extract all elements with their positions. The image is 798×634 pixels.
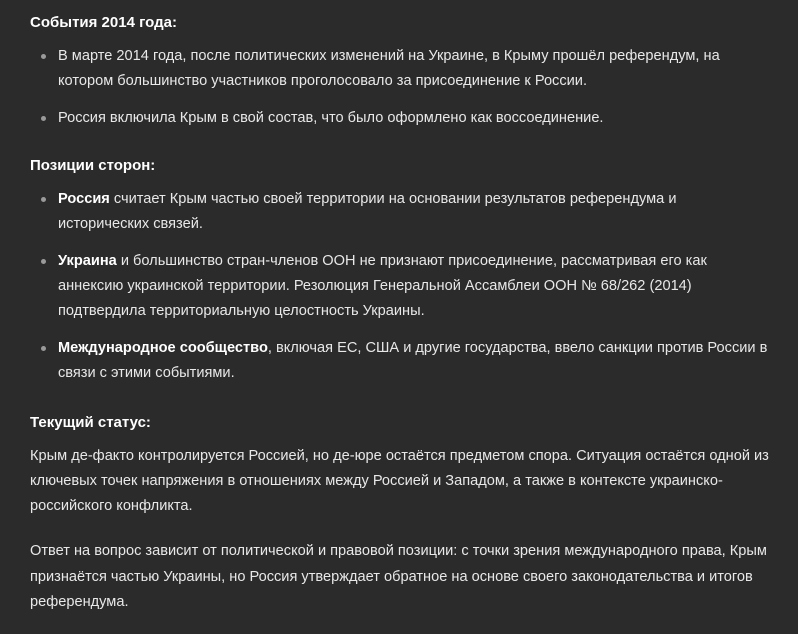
list-item bbox=[30, 187, 770, 237]
section-heading-status: Текущий статус: bbox=[30, 414, 151, 432]
positions-bullet-list bbox=[30, 187, 770, 387]
section-heading-positions: Позиции сторон: bbox=[30, 157, 156, 175]
list-item-text: , включая ЕС, США и другие государства, ввело санкции против России в связи с этими событиями. bbox=[58, 340, 768, 382]
list-item-lead: Украина bbox=[58, 252, 117, 269]
list-item-text: Россия включила Крым в свой состав, что было оформлено как воссоединение. bbox=[58, 109, 604, 126]
list-item-text: В марте 2014 года, после политических изменений на Украине, в Крыму прошёл референдум, на котором большинство участников проголосовало за присоединение к России. bbox=[58, 47, 720, 89]
list-item-lead: Международное сообщество bbox=[58, 340, 268, 357]
list-item-text: считает Крым частью своей территории на основании результатов референдума и исторических связей. bbox=[58, 190, 677, 232]
section-heading-events: События 2014 года: bbox=[30, 14, 177, 31]
list-item-text: и большинство стран-членов ООН не признают присоединение, рассматривая его как аннексию украинской территории. Резолюция Генеральной Ассамблеи ООН № 68/262 (2014) подтвердила территориальную целостность Украины. bbox=[58, 252, 707, 320]
list-item-lead: Россия bbox=[58, 190, 110, 207]
list-item bbox=[30, 44, 770, 94]
list-item bbox=[30, 106, 770, 131]
events-bullet-list bbox=[30, 44, 770, 131]
status-paragraph-1: Крым де-факто контролируется Россией, но де-юре остаётся предметом спора. Ситуация остаётся одной из ключевых точек напряжения в отношениях между Россией и Западом, а также в контексте украинско-российского конфликта. bbox=[30, 448, 769, 515]
list-item bbox=[30, 249, 770, 324]
section-events-2014 bbox=[30, 12, 770, 131]
status-paragraph-2: Ответ на вопрос зависит от политической и правовой позиции: с точки зрения международного права, Крым признаётся частью Украины, но Россия утверждает обратное на основе своего законодательства и итогов референдума. bbox=[30, 543, 767, 610]
list-item bbox=[30, 336, 770, 386]
section-current-status bbox=[30, 412, 770, 614]
section-positions bbox=[30, 155, 770, 386]
